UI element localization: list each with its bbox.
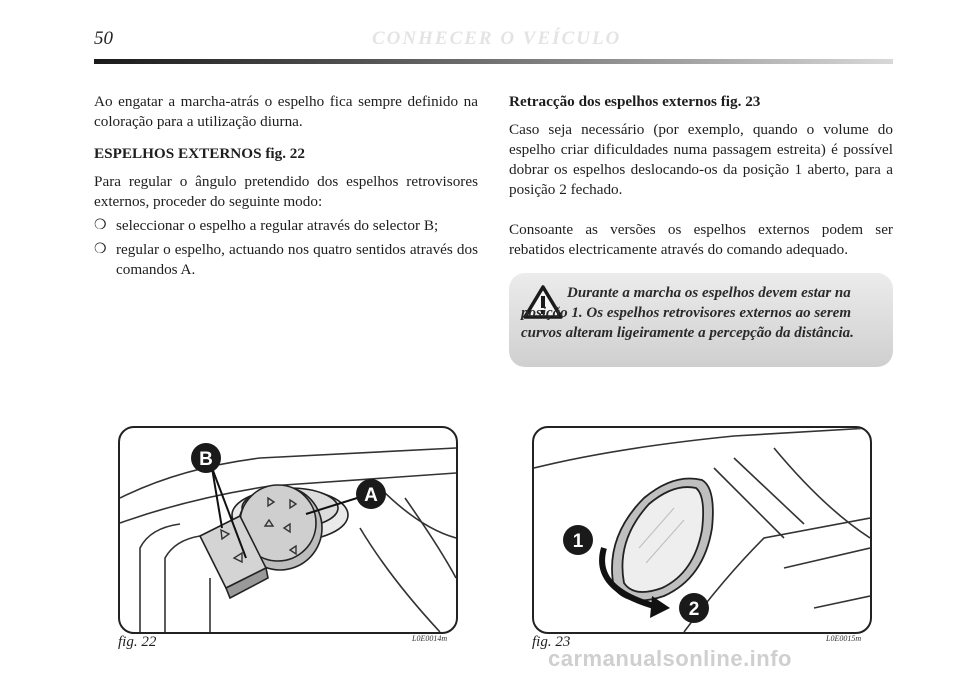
- warning-text: Durante a marcha os espelhos devem estar na posição 1. Os espelhos retrovisores externos ao serem curvos alteram ligeiramente a percepção da distância.: [521, 285, 854, 341]
- position-1-label: 1: [572, 531, 584, 552]
- callout-b-label: B: [199, 449, 213, 470]
- mirror-control-illustration: [120, 428, 456, 632]
- electric-paragraph: Consoante as versões os espelhos externos podem ser rebatidos electricamente através do comando adequado.: [509, 221, 893, 258]
- fold-direction-arrow-icon: [650, 596, 670, 618]
- list-item-text: regular o espelho, actuando nos quatro sentidos através dos comandos A.: [116, 241, 478, 278]
- watermark: carmanualsonline.info: [548, 646, 792, 671]
- bullet-circle-icon: ❍: [94, 242, 107, 257]
- step-list: [94, 216, 478, 280]
- bullet-circle-icon: ❍: [94, 218, 107, 233]
- figure-23-code: L0E0015m: [826, 634, 862, 643]
- section-heading-retraction: Retracção dos espelhos externos fig. 23: [509, 93, 761, 110]
- list-item: [94, 240, 478, 280]
- left-column: [94, 92, 478, 284]
- figure-23-caption: fig. 23: [532, 634, 571, 650]
- adjust-paragraph: Para regular o ângulo pretendido dos espelhos retrovisores externos, proceder do seguinte modo:: [94, 173, 478, 210]
- figure-22: [118, 426, 458, 634]
- section-heading-external-mirrors: ESPELHOS EXTERNOS fig. 22: [94, 145, 305, 162]
- mirror-fold-illustration: [534, 428, 870, 632]
- figure-23: [532, 426, 872, 634]
- header-rule: [94, 59, 893, 64]
- page-number: 50: [94, 28, 113, 49]
- list-item-text: seleccionar o espelho a regular através do selector B;: [116, 217, 439, 234]
- chapter-title: CONHECER O VEÍCULO: [372, 28, 622, 49]
- callout-a-label: A: [364, 485, 378, 506]
- figure-22-code: L0E0014m: [412, 634, 448, 643]
- warning-box: [509, 273, 893, 367]
- figure-22-caption: fig. 22: [118, 634, 157, 650]
- retraction-paragraph: Caso seja necessário (por exemplo, quando o volume do espelho criar dificuldades numa passagem estreita) é possível dobrar os espelhos deslocando-os da posição 1 aberto, para a posição 2 fechado.: [509, 121, 893, 198]
- right-column: [509, 92, 893, 272]
- intro-paragraph: Ao engatar a marcha-atrás o espelho fica sempre definido na coloração para a utilização diurna.: [94, 93, 478, 130]
- list-item: [94, 216, 478, 236]
- position-2-label: 2: [688, 599, 700, 620]
